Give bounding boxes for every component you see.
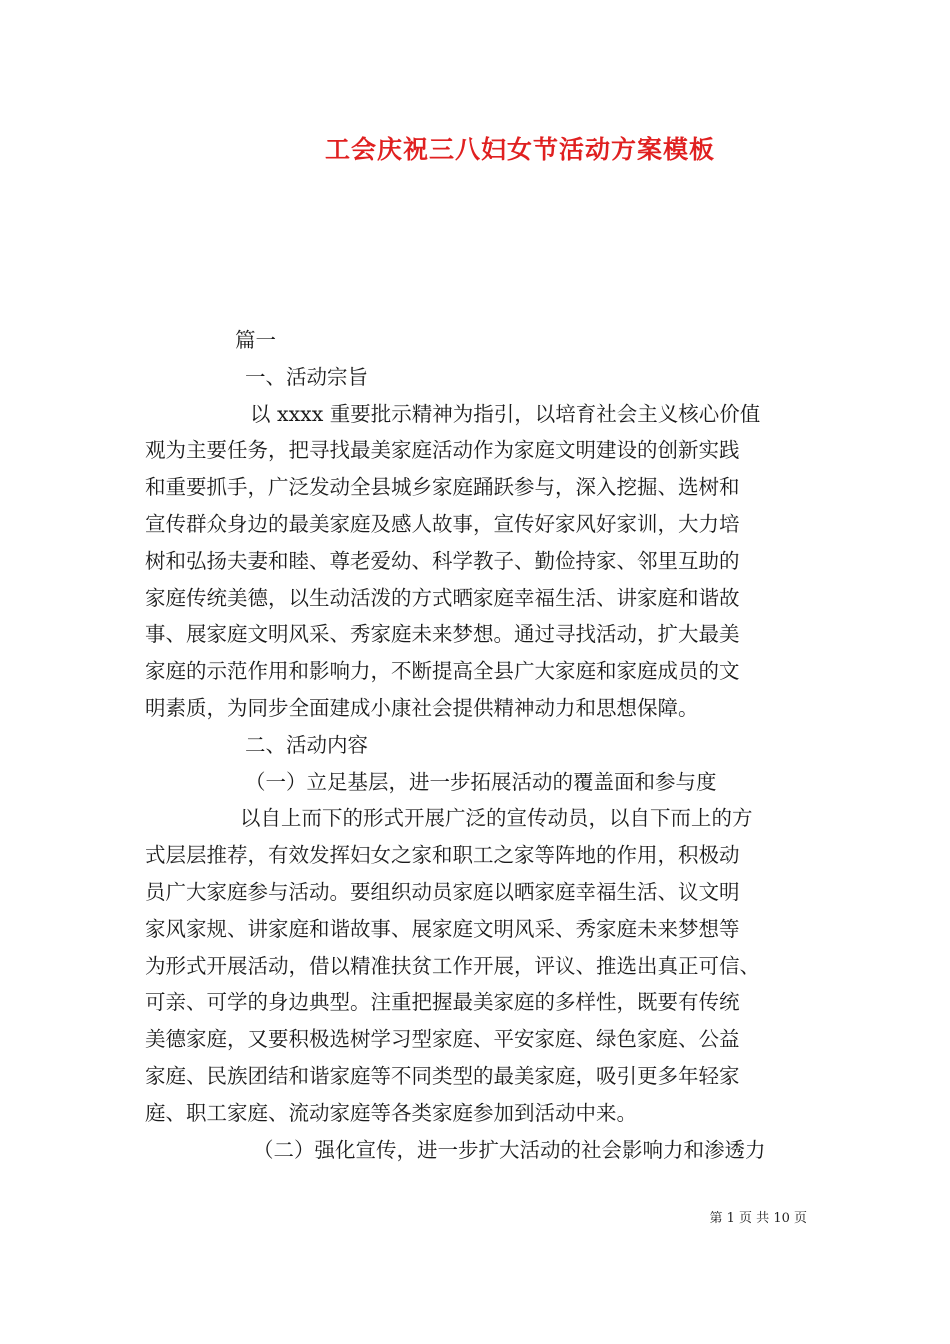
- text-line: 事、展家庭文明风采、秀家庭未来梦想。通过寻找活动，扩大最美: [145, 622, 740, 647]
- document-body: [145, 322, 817, 1168]
- text-line: 宣传群众身边的最美家庭及感人故事，宣传好家风好家训，大力培: [145, 511, 740, 536]
- text-line: 篇一: [235, 328, 276, 352]
- page-footer: 第 1 页 共 10 页: [709, 1211, 807, 1226]
- text-line: 家风家规、讲家庭和谐故事、展家庭文明风采、秀家庭未来梦想等: [145, 916, 740, 941]
- text-line: 家庭传统美德，以生动活泼的方式晒家庭幸福生活、讲家庭和谐故: [145, 585, 740, 610]
- text-line: 和重要抓手，广泛发动全县城乡家庭踊跃参与，深入挖掘、选树和: [145, 475, 740, 500]
- text-line: （二）强化宣传，进一步扩大活动的社会影响力和渗透力: [253, 1137, 766, 1162]
- text-line: 庭、职工家庭、流动家庭等各类家庭参加到活动中来。: [145, 1100, 637, 1125]
- text-line: 树和弘扬夫妻和睦、尊老爱幼、科学教子、勤俭持家、邻里互助的: [145, 548, 740, 573]
- document-title: 工会庆祝三八妇女节活动方案模板: [324, 135, 715, 164]
- text-line: 观为主要任务，把寻找最美家庭活动作为家庭文明建设的创新实践: [145, 438, 740, 463]
- text-line: 员广大家庭参与活动。要组织动员家庭以晒家庭幸福生活、议文明: [145, 879, 740, 904]
- text-line: 美德家庭，又要积极选树学习型家庭、平安家庭、绿色家庭、公益: [145, 1027, 740, 1052]
- text-line: 家庭、民族团结和谐家庭等不同类型的最美家庭，吸引更多年轻家: [145, 1063, 740, 1088]
- text-line: 一、活动宗旨: [245, 364, 368, 389]
- text-line: 式层层推荐，有效发挥妇女之家和职工之家等阵地的作用，积极动: [145, 843, 740, 868]
- text-line: 为形式开展活动，借以精准扶贫工作开展，评议、推选出真正可信、: [145, 953, 760, 978]
- text-line: 可亲、可学的身边典型。注重把握最美家庭的多样性，既要有传统: [145, 990, 740, 1015]
- text-line: 二、活动内容: [245, 732, 368, 757]
- text-line: 以自上而下的形式开展广泛的宣传动员，以自下而上的方: [240, 806, 753, 831]
- text-line: 明素质，为同步全面建成小康社会提供精神动力和思想保障。: [145, 695, 699, 720]
- text-line: （一）立足基层，进一步拓展活动的覆盖面和参与度: [245, 769, 717, 794]
- text-line: 以 xxxx 重要批示精神为指引，以培育社会主义核心价值: [250, 401, 761, 426]
- text-line: 家庭的示范作用和影响力，不断提高全县广大家庭和家庭成员的文: [145, 659, 740, 684]
